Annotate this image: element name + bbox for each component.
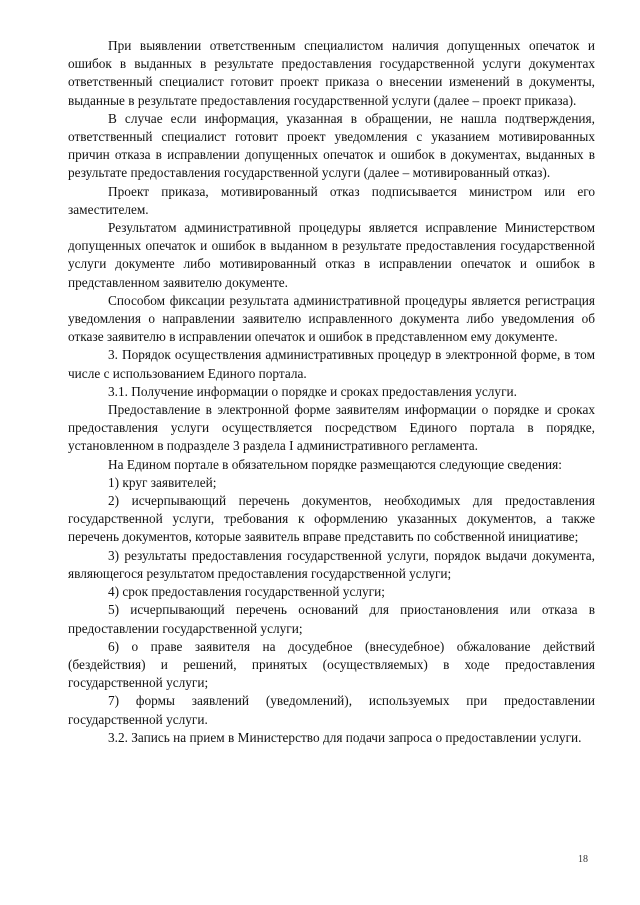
list-item: 7) формы заявлений (уведомлений), используемых при предоставлении государственной услуги. bbox=[68, 693, 595, 727]
section-heading: 3. Порядок осуществления административных процедур в электронной форме, в том числе с использованием Единого портала. bbox=[68, 347, 595, 381]
list-item: 6) о праве заявителя на досудебное (внесудебное) обжалование действий (бездействия) и решений, принятых (осуществляемых) в ходе предоставления государственной услуги; bbox=[68, 638, 595, 691]
list-item: 1) круг заявителей; bbox=[108, 474, 217, 490]
list-item: 4) срок предоставления государственной услуги; bbox=[108, 584, 385, 600]
paragraph: Способом фиксации результата административной процедуры является регистрация уведомления о направлении заявителю исправленного документа либо уведомления об отказе заявителю в исправлении опечаток и ошибок в представленном ему документе. bbox=[68, 292, 595, 345]
body-text bbox=[68, 37, 595, 747]
subsection-heading: 3.1. Получение информации о порядке и сроках предоставления услуги. bbox=[108, 383, 517, 399]
paragraph: Предоставление в электронной форме заявителям информации о порядке и сроках предоставления услуги осуществляется посредством Единого портала в порядке, установленном в подразделе 3 раздела I административного регламента. bbox=[68, 402, 595, 454]
paragraph: В случае если информация, указанная в обращении, не нашла подтверждения, ответственный специалист готовит проект уведомления с указанием мотивированных причин отказа в исправлении допущенных опечаток и ошибок в документах, выданных в результате предоставления государственной услуги (далее – мотивированный отказ). bbox=[68, 110, 595, 181]
page-number: 18 bbox=[578, 854, 588, 865]
paragraph: При выявлении ответственным специалистом наличия допущенных опечаток и ошибок в выданных в результате предоставления государственной услуги документах ответственный специалист готовит проект приказа о внесении изменений в документы, выданные в результате предоставления государственной услуги (далее – проект приказа). bbox=[68, 38, 595, 108]
paragraph: На Едином портале в обязательном порядке размещаются следующие сведения: bbox=[108, 456, 562, 472]
list-item: 5) исчерпывающий перечень оснований для приостановления или отказа в предоставлении государственной услуги; bbox=[68, 602, 595, 636]
subsection-heading: 3.2. Запись на прием в Министерство для подачи запроса о предоставлении услуги. bbox=[108, 729, 582, 745]
paragraph: Результатом административной процедуры является исправление Министерством допущенных опечаток и ошибок в выданном в результате предоставления государственной услуги документе либо мотивированный отказ в исправлении опечаток и ошибок в представленном заявителю документе. bbox=[68, 220, 595, 290]
list-item: 2) исчерпывающий перечень документов, необходимых для предоставления государственной услуги, требования к оформлению указанных документов, а также перечень документов, которые заявитель вправе представить по собственной инициативе; bbox=[68, 493, 595, 545]
list-item: 3) результаты предоставления государственной услуги, порядок выдачи документа, являющегося результатом предоставления государственной услуги; bbox=[68, 547, 595, 581]
paragraph: Проект приказа, мотивированный отказ подписывается министром или его заместителем. bbox=[68, 183, 595, 217]
